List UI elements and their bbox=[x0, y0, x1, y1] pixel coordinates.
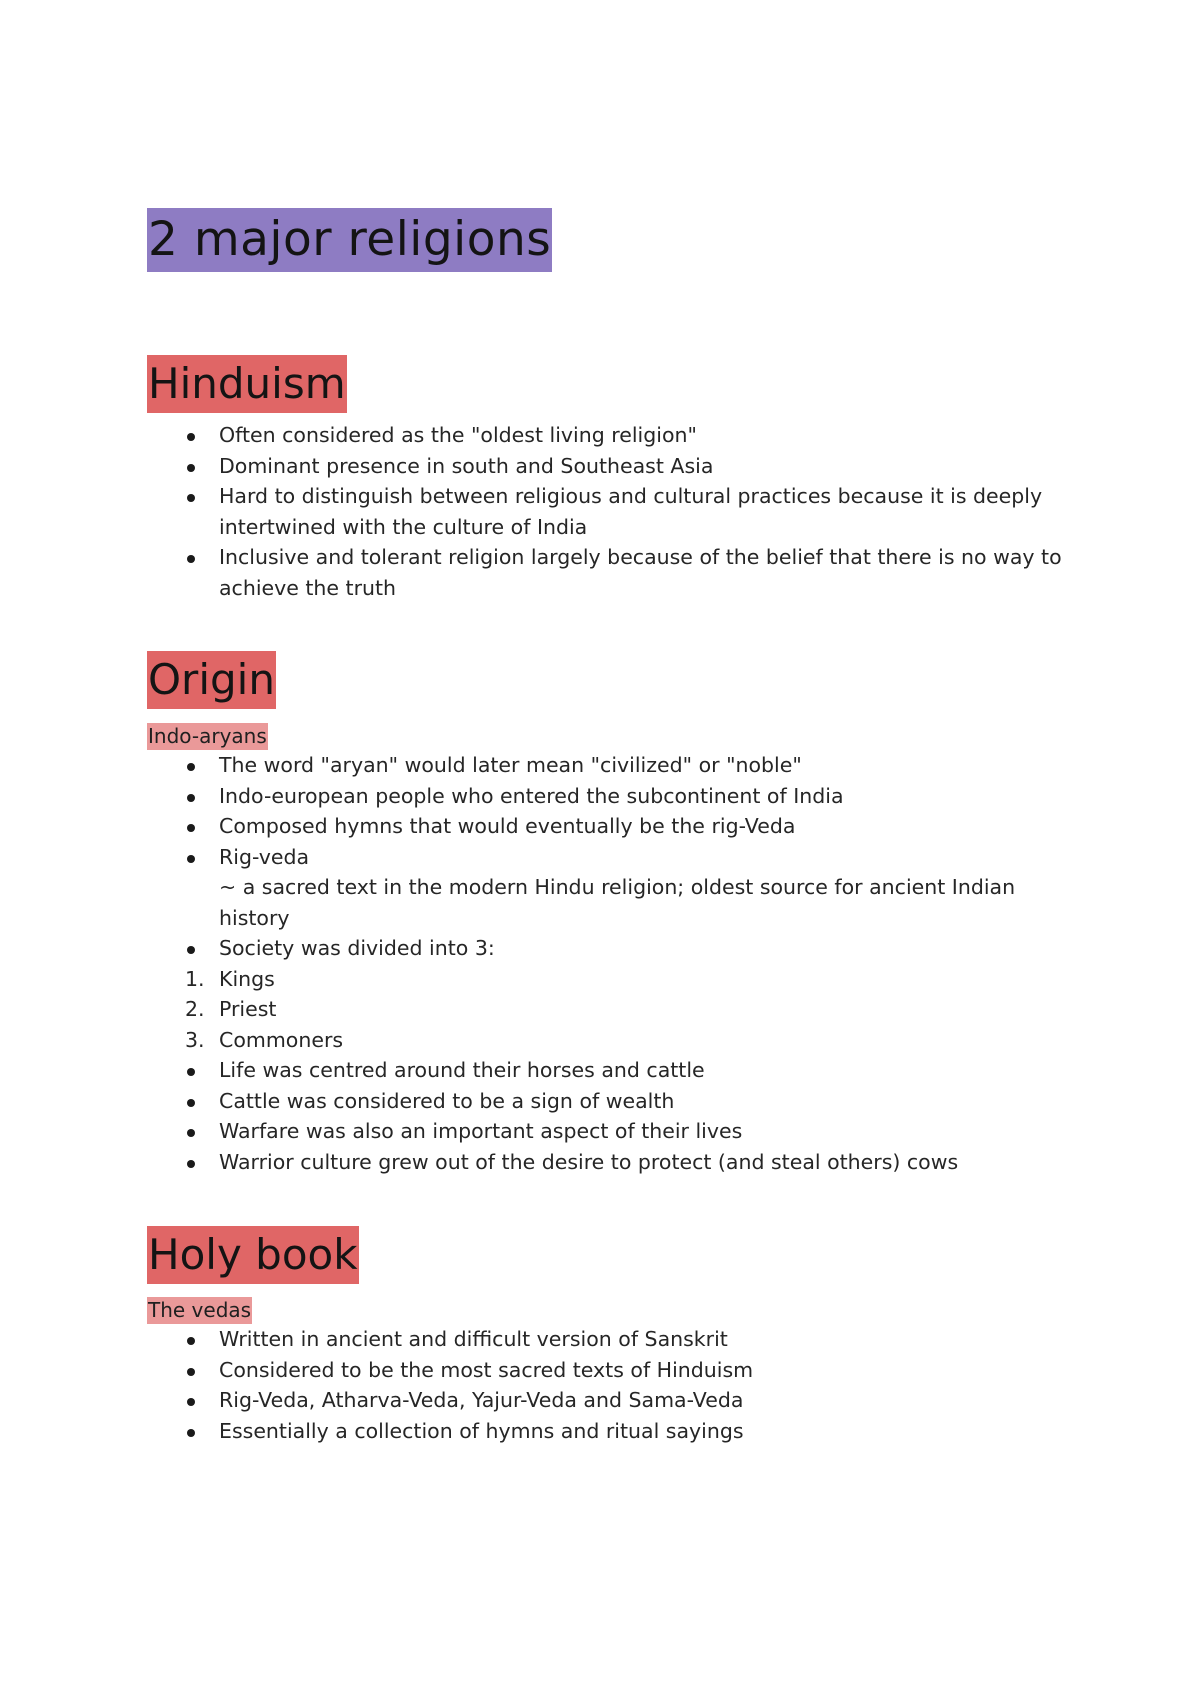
list-item-text: Priest bbox=[219, 997, 277, 1021]
list-item: Hard to distinguish between religious and cultural practices because it is deeply intertwined with the culture of India bbox=[147, 481, 1067, 542]
list-item: Indo-european people who entered the subcontinent of India bbox=[147, 781, 1067, 812]
list-item: Essentially a collection of hymns and ritual sayings bbox=[147, 1416, 1067, 1447]
heading-origin: Origin bbox=[147, 651, 276, 709]
list-item: Inclusive and tolerant religion largely because of the belief that there is no way to achieve the truth bbox=[147, 542, 1067, 603]
list-item: Warfare was also an important aspect of their lives bbox=[147, 1116, 1067, 1147]
section-holy-book bbox=[147, 1226, 1067, 1446]
section-origin bbox=[147, 651, 1067, 1177]
list-item: Warrior culture grew out of the desire to protect (and steal others) cows bbox=[147, 1147, 1067, 1178]
list-item: Rig-Veda, Atharva-Veda, Yajur-Veda and Sama-Veda bbox=[147, 1385, 1067, 1416]
list-item: Society was divided into 3: bbox=[147, 933, 1067, 964]
rig-veda-note: ~ a sacred text in the modern Hindu religion; oldest source for ancient Indian history bbox=[219, 875, 1016, 930]
list-item: Dominant presence in south and Southeast Asia bbox=[147, 451, 1067, 482]
document-page bbox=[147, 208, 1067, 1446]
list-item-rig-veda bbox=[147, 842, 1067, 934]
list-item: Cattle was considered to be a sign of wealth bbox=[147, 1086, 1067, 1117]
origin-list bbox=[147, 750, 1067, 1177]
list-item-text: Commoners bbox=[219, 1027, 344, 1052]
subheading-indo-aryans: Indo-aryans bbox=[148, 724, 267, 748]
list-number: 1. bbox=[185, 966, 205, 991]
list-item: Considered to be the most sacred texts of Hinduism bbox=[147, 1355, 1067, 1386]
numbered-item bbox=[147, 1025, 1067, 1056]
heading-hinduism: Hinduism bbox=[147, 355, 347, 413]
list-item: Life was centred around their horses and cattle bbox=[147, 1055, 1067, 1086]
numbered-item bbox=[147, 964, 1067, 995]
list-item: Composed hymns that would eventually be the rig-Veda bbox=[147, 811, 1067, 842]
list-number: 3. bbox=[185, 1027, 205, 1052]
hinduism-list bbox=[147, 420, 1067, 603]
list-item: The word "aryan" would later mean "civilized" or "noble" bbox=[147, 750, 1067, 781]
numbered-item bbox=[147, 994, 1067, 1025]
section-hinduism bbox=[147, 355, 1067, 603]
list-item-text: Kings bbox=[219, 966, 275, 991]
heading-holy-book: Holy book bbox=[147, 1226, 359, 1284]
subheading-the-vedas: The vedas bbox=[148, 1298, 252, 1322]
title-block bbox=[147, 208, 1067, 272]
list-item-text: Rig-veda bbox=[219, 844, 310, 869]
holy-book-list bbox=[147, 1324, 1067, 1446]
page-title: 2 major religions bbox=[147, 208, 552, 272]
list-item: Written in ancient and difficult version of Sanskrit bbox=[147, 1324, 1067, 1355]
list-number: 2. bbox=[185, 997, 205, 1021]
list-item: Often considered as the "oldest living religion" bbox=[147, 420, 1067, 451]
